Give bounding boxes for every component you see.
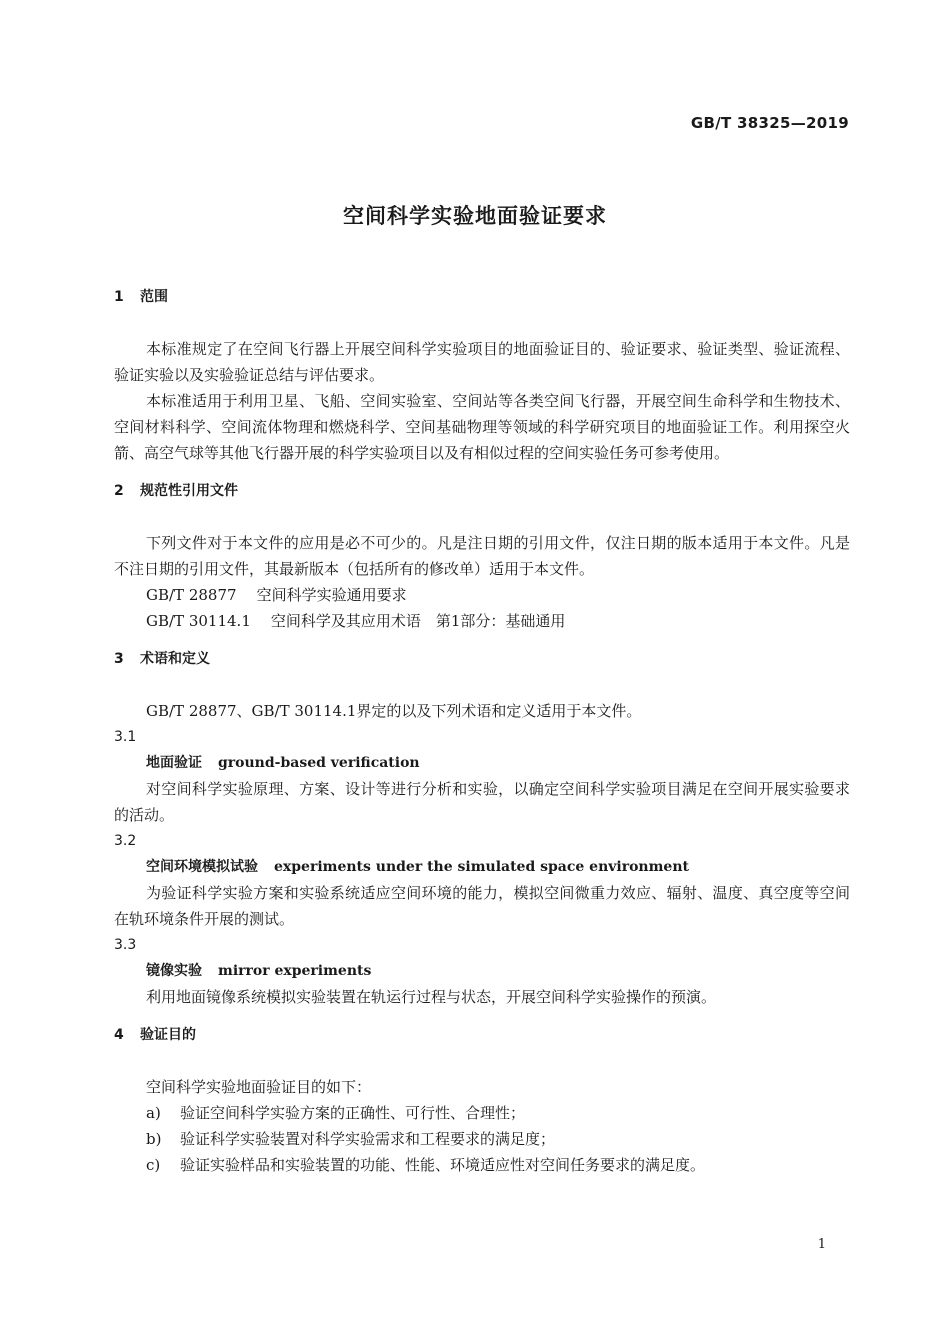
document-title: 空间科学实验地面验证要求 — [343, 204, 607, 228]
paragraph: 本标准规定了在空间飞行器上开展空间科学实验项目的地面验证目的、验证要求、验证类型、验证流程、验证实验以及实验验证总结与评估要求。 — [114, 340, 850, 384]
section-number: 1 — [114, 289, 124, 305]
paragraph: GB/T 28877、GB/T 30114.1界定的以及下列术语和定义适用于本文件。 — [146, 702, 642, 720]
standard-code: GB/T 38325—2019 — [690, 114, 849, 132]
list-text: 验证实验样品和实验装置的功能、性能、环境适应性对空间任务要求的满足度。 — [180, 1156, 706, 1174]
reference-title: 空间科学及其应用术语 第1部分：基础通用 — [270, 612, 566, 630]
reference-code: GB/T 30114.1 — [146, 612, 251, 630]
term-en: ground-based verification — [218, 755, 420, 771]
term-en: experiments under the simulated space environment — [274, 859, 689, 875]
term-number: 3.2 — [114, 833, 137, 849]
section-title: 范围 — [140, 289, 168, 305]
page-number: 1 — [817, 1237, 826, 1252]
term-number: 3.3 — [114, 937, 137, 953]
list-text: 验证科学实验装置对科学实验需求和工程要求的满足度； — [180, 1130, 556, 1148]
section-3-heading — [114, 648, 850, 670]
term-zh: 空间环境模拟试验 — [146, 859, 258, 875]
term-en: mirror experiments — [218, 963, 372, 979]
list-text: 验证空间科学实验方案的正确性、可行性、合理性； — [180, 1104, 526, 1122]
term-definition: 为验证科学实验方案和实验系统适应空间环境的能力，模拟空间微重力效应、辐射、温度、真空度等空间在轨环境条件开展的测试。 — [114, 884, 850, 928]
paragraph: 空间科学实验地面验证目的如下： — [146, 1078, 372, 1096]
term-number: 3.1 — [114, 729, 137, 745]
section-number: 2 — [114, 483, 124, 499]
section-1-heading — [114, 286, 850, 308]
section-number: 4 — [114, 1027, 124, 1043]
reference-item — [114, 608, 850, 634]
section-4-heading — [114, 1024, 850, 1046]
paragraph: 本标准适用于利用卫星、飞船、空间实验室、空间站等各类空间飞行器，开展空间生命科学和生物技术、空间材料科学、空间流体物理和燃烧科学、空间基础物理等领域的科学研究项目的地面验证工作。利用探空火箭、高空气球等其他飞行器开展的科学实验项目以及有相似过程的空间实验任务可参考使用。 — [114, 392, 850, 462]
section-title: 规范性引用文件 — [140, 483, 238, 499]
reference-title: 空间科学实验通用要求 — [256, 586, 407, 604]
list-label: a) — [146, 1104, 161, 1122]
reference-item — [114, 582, 850, 608]
list-item — [114, 1152, 850, 1178]
term-definition: 对空间科学实验原理、方案、设计等进行分析和实验，以确定空间科学实验项目满足在空间开展实验要求的活动。 — [114, 780, 850, 824]
list-item — [114, 1126, 850, 1152]
term-heading — [114, 750, 850, 776]
term-zh: 镜像实验 — [146, 963, 202, 979]
list-label: c) — [146, 1156, 161, 1174]
section-number: 3 — [114, 651, 124, 667]
term-zh: 地面验证 — [146, 755, 202, 771]
list-item — [114, 1100, 850, 1126]
term-definition: 利用地面镜像系统模拟实验装置在轨运行过程与状态，开展空间科学实验操作的预演。 — [146, 988, 717, 1006]
section-title: 术语和定义 — [140, 651, 210, 667]
reference-code: GB/T 28877 — [146, 586, 237, 604]
paragraph: 下列文件对于本文件的应用是必不可少的。凡是注日期的引用文件，仅注日期的版本适用于本文件。凡是不注日期的引用文件，其最新版本（包括所有的修改单）适用于本文件。 — [114, 534, 850, 578]
section-title: 验证目的 — [140, 1027, 196, 1043]
list-label: b) — [146, 1130, 162, 1148]
document-body — [114, 286, 850, 1178]
section-2-heading — [114, 480, 850, 502]
term-heading — [114, 958, 850, 984]
term-heading — [114, 854, 850, 880]
